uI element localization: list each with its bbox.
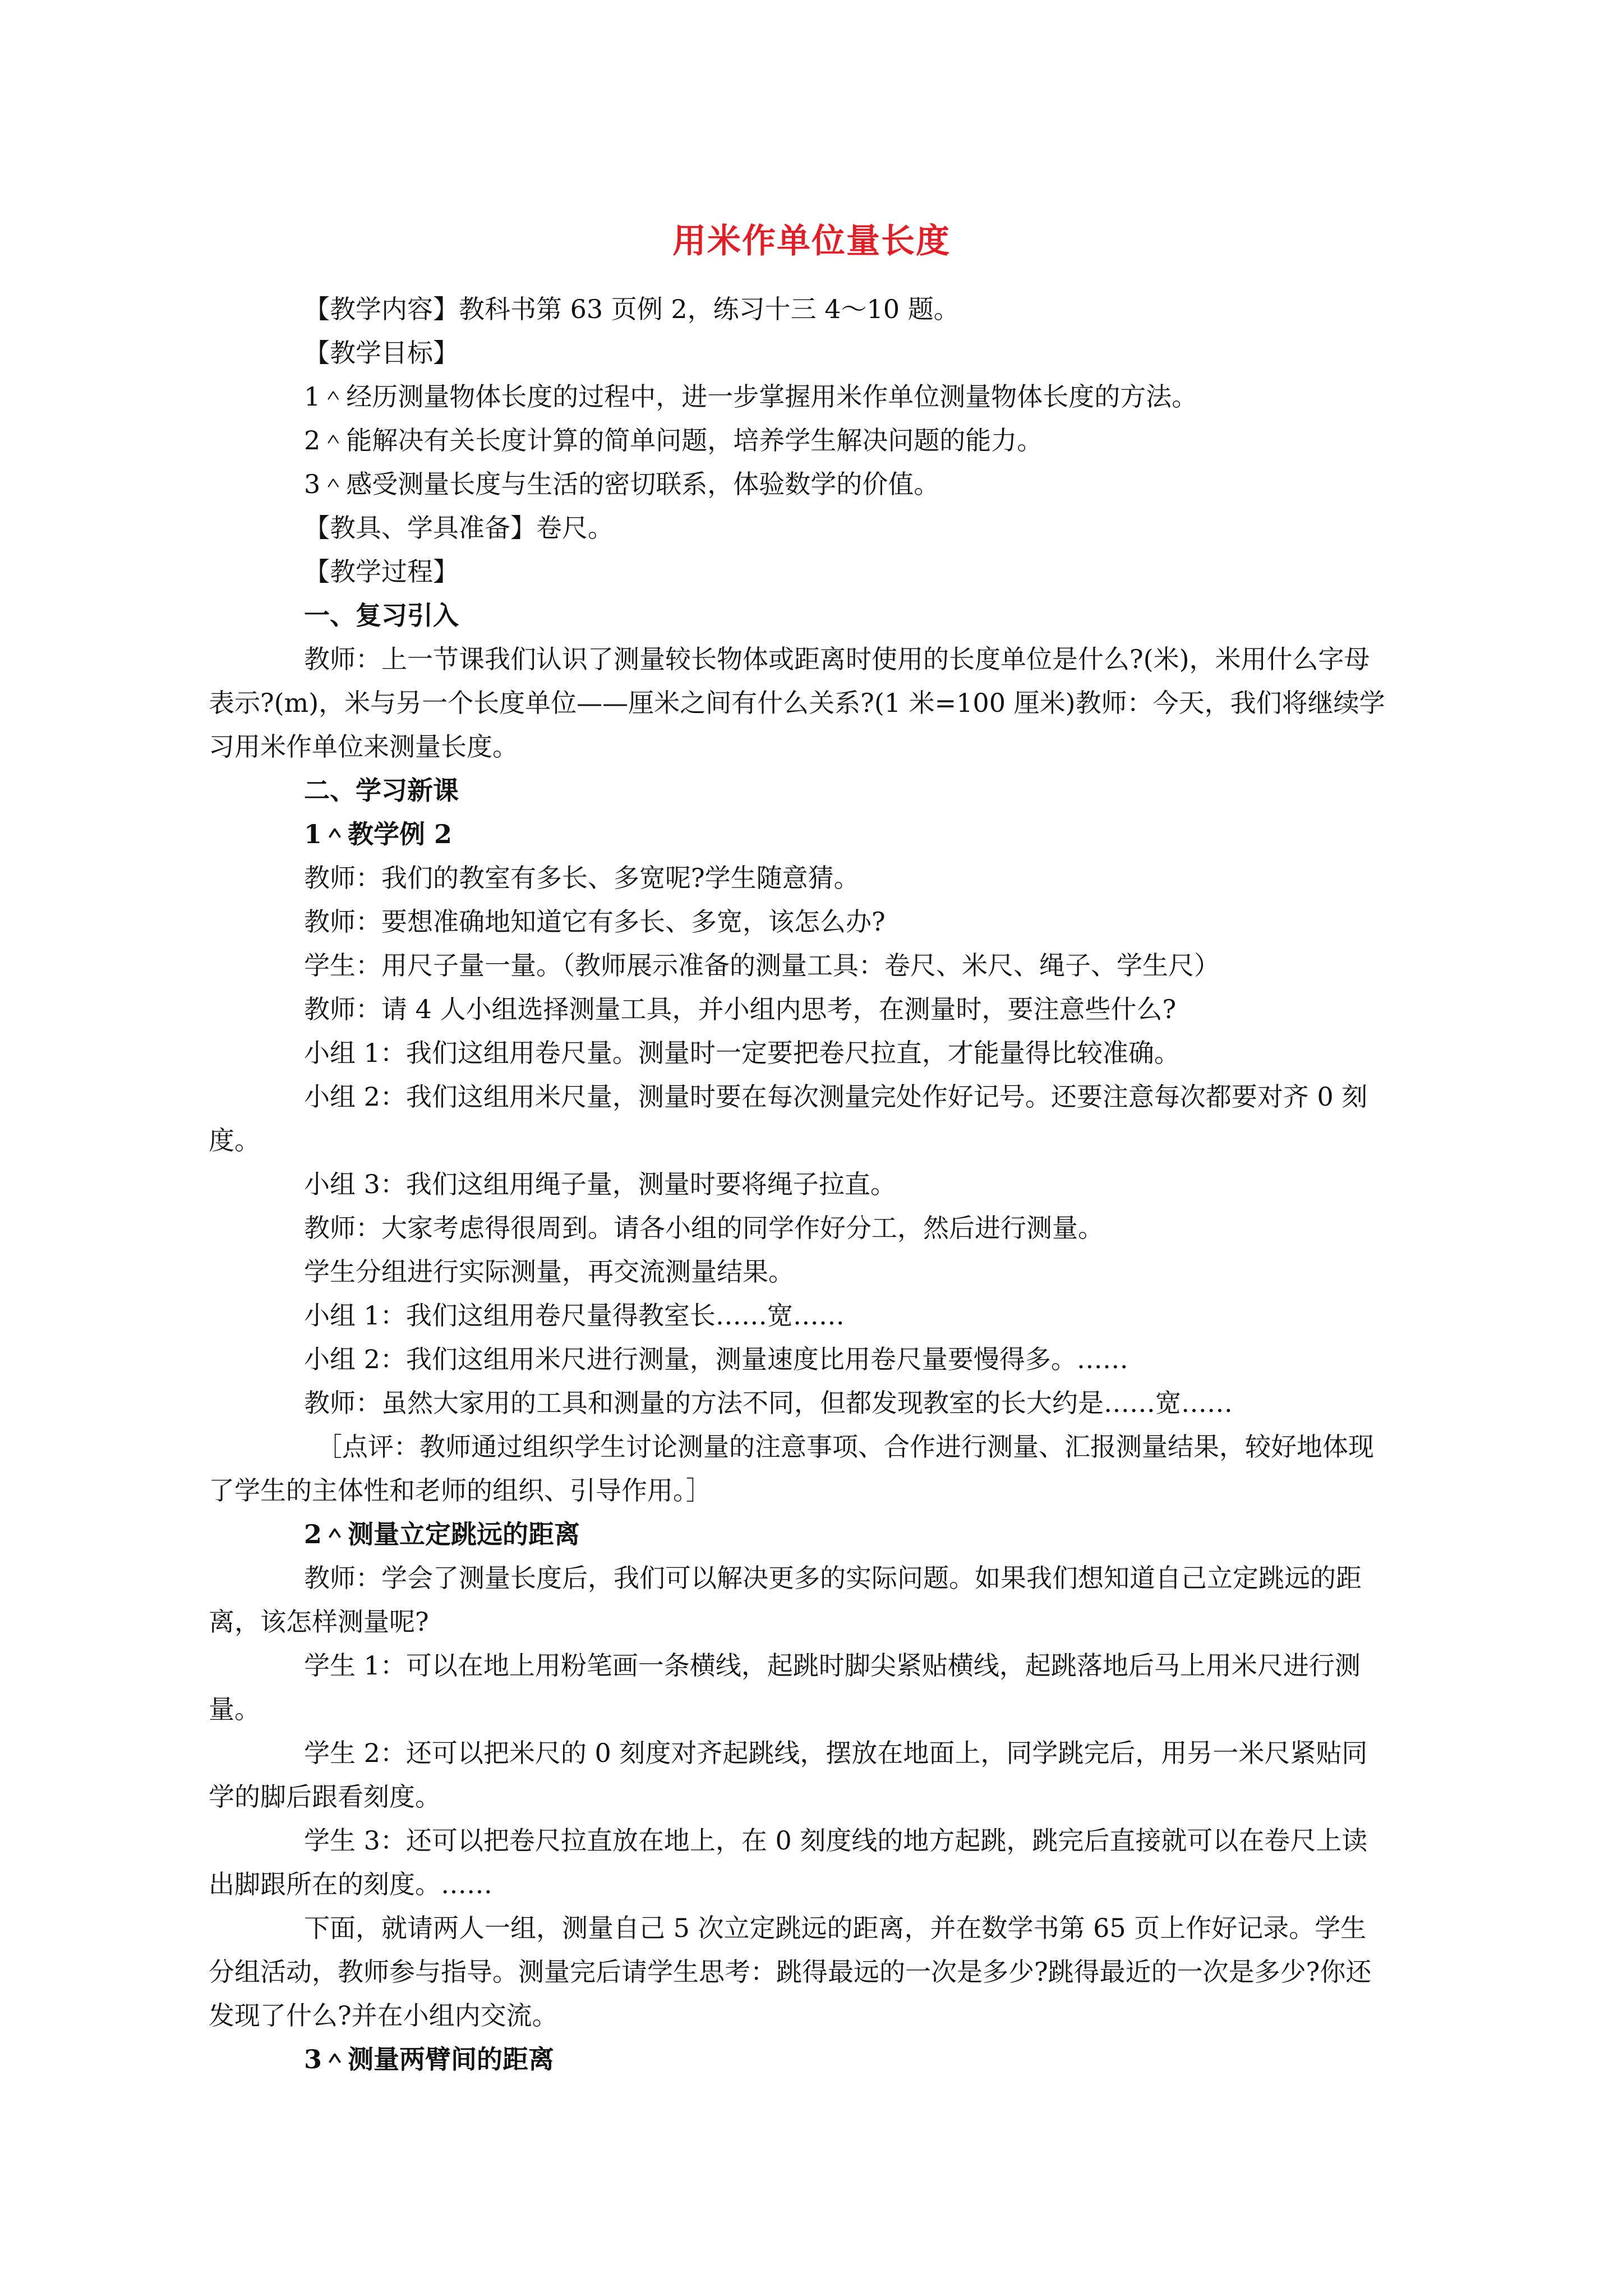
section-heading: 2＾测量立定跳远的距离 [304, 1519, 580, 1549]
paragraph: 【教学过程】 [304, 556, 459, 587]
section-heading: 一、复习引入 [304, 600, 459, 631]
document-body [209, 287, 1392, 2081]
paragraph: 教师：请 4 人小组选择测量工具，并小组内思考，在测量时，要注意些什么? [304, 994, 1177, 1024]
paragraph: 学生 2：还可以把米尺的 0 刻度对齐起跳线，摆放在地面上，同学跳完后，用另一米尺紧贴同学的脚后跟看刻度。 [209, 1738, 1368, 1812]
paragraph: 教师：学会了测量长度后，我们可以解决更多的实际问题。如果我们想知道自己立定跳远的距离，该怎样测量呢? [209, 1563, 1362, 1637]
paragraph: 小组 2：我们这组用米尺量，测量时要在每次测量完处作好记号。还要注意每次都要对齐 0 刻度。 [209, 1082, 1368, 1156]
paragraph: 1＾经历测量物体长度的过程中，进一步掌握用米作单位测量物体长度的方法。 [304, 381, 1198, 412]
paragraph: 小组 2：我们这组用米尺进行测量，测量速度比用卷尺量要慢得多。…… [304, 1344, 1128, 1374]
comment-paragraph: ［点评：教师通过组织学生讨论测量的注意事项、合作进行测量、汇报测量结果，较好地体现了学生的主体性和老师的组织、引导作用。］ [209, 1432, 1374, 1506]
paragraph: 教师：虽然大家用的工具和测量的方法不同，但都发现教室的长大约是……宽…… [304, 1388, 1233, 1418]
paragraph: 学生 1：可以在地上用粉笔画一条横线，起跳时脚尖紧贴横线，起跳落地后马上用米尺进行测量。 [209, 1650, 1361, 1724]
paragraph: 【教具、学具准备】卷尺。 [304, 513, 614, 543]
paragraph: 学生 3：还可以把卷尺拉直放在地上，在 0 刻度线的地方起跳，跳完后直接就可以在卷尺上读出脚跟所在的刻度。…… [209, 1825, 1368, 1899]
paragraph: 2＾能解决有关长度计算的简单问题，培养学生解决问题的能力。 [304, 425, 1043, 455]
paragraph: 教师：要想准确地知道它有多长、多宽，该怎么办? [304, 907, 886, 937]
paragraph: 学生：用尺子量一量。（教师展示准备的测量工具：卷尺、米尺、绳子、学生尺） [304, 950, 1220, 981]
paragraph: 教师：大家考虑得很周到。请各小组的同学作好分工，然后进行测量。 [304, 1213, 1104, 1243]
paragraph: 3＾感受测量长度与生活的密切联系，体验数学的价值。 [304, 469, 940, 499]
paragraph: 教师：上一节课我们认识了测量较长物体或距离时使用的长度单位是什么?(米)，米用什么字母表示?(m)，米与另一个长度单位——厘米之间有什么关系?(1 米=100 厘米)教师：今天，我们将继续学习用米作单位来测量长度。 [209, 644, 1385, 762]
paragraph: 小组 3：我们这组用绳子量，测量时要将绳子拉直。 [304, 1169, 896, 1199]
section-heading: 二、学习新课 [304, 775, 459, 806]
paragraph: 【教学目标】 [304, 338, 459, 368]
paragraph: 教师：我们的教室有多长、多宽呢?学生随意猜。 [304, 863, 860, 893]
paragraph: 下面，就请两人一组，测量自己 5 次立定跳远的距离，并在数学书第 65 页上作好记录。学生分组活动，教师参与指导。测量完后请学生思考：跳得最远的一次是多少?跳得最近的一次是多少?你还发现了什么?并在小组内交流。 [209, 1913, 1372, 2031]
paragraph: 学生分组进行实际测量，再交流测量结果。 [304, 1257, 794, 1287]
section-heading: 3＾测量两臂间的距离 [304, 2044, 555, 2074]
paragraph: 【教学内容】教科书第 63 页例 2，练习十三 4～10 题。 [304, 294, 960, 324]
paragraph: 小组 1：我们这组用卷尺量。测量时一定要把卷尺拉直，才能量得比较准确。 [304, 1038, 1180, 1068]
paragraph: 小组 1：我们这组用卷尺量得教室长……宽…… [304, 1300, 845, 1331]
document-title: 用米作单位量长度 [672, 222, 951, 261]
section-heading: 1＾教学例 2 [304, 819, 453, 849]
